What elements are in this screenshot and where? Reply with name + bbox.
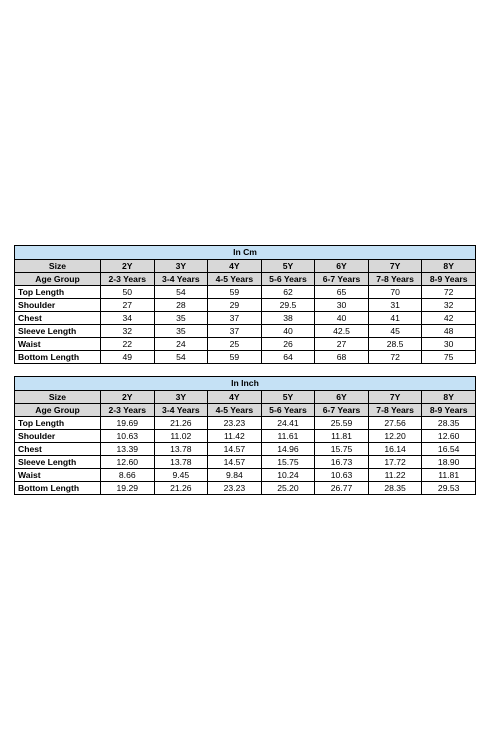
table-cell: 13.78	[154, 456, 208, 469]
table-cell: 11.81	[422, 469, 476, 482]
table-cell: 22	[101, 338, 155, 351]
size-label: Size	[15, 391, 101, 404]
table-cell: 68	[315, 351, 369, 364]
table-row	[15, 299, 476, 312]
age-group-cell: 5-6 Years	[261, 273, 315, 286]
table-cell: 12.20	[368, 430, 422, 443]
table-cell: 18.90	[422, 456, 476, 469]
measurement-label: Waist	[15, 338, 101, 351]
table-cell: 49	[101, 351, 155, 364]
age-group-cell: 5-6 Years	[261, 404, 315, 417]
table-cell: 27	[101, 299, 155, 312]
measurement-label: Top Length	[15, 286, 101, 299]
measurement-label: Shoulder	[15, 430, 101, 443]
table-cell: 37	[208, 325, 262, 338]
table-cell: 9.84	[208, 469, 262, 482]
table-row	[15, 325, 476, 338]
size-header-row	[15, 260, 476, 273]
table-cell: 30	[315, 299, 369, 312]
table-cell: 23.23	[208, 417, 262, 430]
table-cell: 72	[422, 286, 476, 299]
table-cell: 10.63	[101, 430, 155, 443]
table-cell: 59	[208, 351, 262, 364]
table-cell: 72	[368, 351, 422, 364]
table-cell: 64	[261, 351, 315, 364]
measurement-label: Sleeve Length	[15, 456, 101, 469]
table-cell: 21.26	[154, 482, 208, 495]
age-group-row	[15, 404, 476, 417]
table-cell: 38	[261, 312, 315, 325]
age-group-cell: 2-3 Years	[101, 273, 155, 286]
table-cell: 70	[368, 286, 422, 299]
table-cell: 26.77	[315, 482, 369, 495]
table-cell: 40	[315, 312, 369, 325]
size-header-cell: 3Y	[154, 391, 208, 404]
table-cell: 29.53	[422, 482, 476, 495]
age-group-label: Age Group	[15, 273, 101, 286]
table-cell: 14.57	[208, 456, 262, 469]
measurement-label: Chest	[15, 312, 101, 325]
table-cell: 11.81	[315, 430, 369, 443]
table-cell: 42.5	[315, 325, 369, 338]
size-label: Size	[15, 260, 101, 273]
table-cell: 19.29	[101, 482, 155, 495]
size-header-row	[15, 391, 476, 404]
size-header-cell: 3Y	[154, 260, 208, 273]
table-row	[15, 482, 476, 495]
table-cell: 30	[422, 338, 476, 351]
table-cell: 25.20	[261, 482, 315, 495]
table-cell: 17.72	[368, 456, 422, 469]
table-cell: 41	[368, 312, 422, 325]
table-cell: 42	[422, 312, 476, 325]
size-header-cell: 4Y	[208, 391, 262, 404]
age-group-cell: 4-5 Years	[208, 273, 262, 286]
age-group-cell: 7-8 Years	[368, 273, 422, 286]
table-cell: 16.73	[315, 456, 369, 469]
table-cell: 35	[154, 325, 208, 338]
age-group-cell: 7-8 Years	[368, 404, 422, 417]
table-cell: 32	[101, 325, 155, 338]
age-group-cell: 3-4 Years	[154, 404, 208, 417]
size-header-cell: 5Y	[261, 260, 315, 273]
table-cell: 26	[261, 338, 315, 351]
table-cell: 28.5	[368, 338, 422, 351]
table-cell: 34	[101, 312, 155, 325]
table-row	[15, 430, 476, 443]
table-cell: 23.23	[208, 482, 262, 495]
table-cell: 21.26	[154, 417, 208, 430]
measurement-label: Top Length	[15, 417, 101, 430]
size-header-cell: 5Y	[261, 391, 315, 404]
table-cell: 75	[422, 351, 476, 364]
table-cell: 13.78	[154, 443, 208, 456]
table-cell: 28	[154, 299, 208, 312]
size-header-cell: 4Y	[208, 260, 262, 273]
table-cell: 24.41	[261, 417, 315, 430]
table-row	[15, 338, 476, 351]
table-cell: 25.59	[315, 417, 369, 430]
age-group-cell: 8-9 Years	[422, 404, 476, 417]
size-chart-cm-table	[14, 245, 476, 364]
table-cell: 32	[422, 299, 476, 312]
table-cell: 65	[315, 286, 369, 299]
age-group-cell: 8-9 Years	[422, 273, 476, 286]
table-title: In Inch	[15, 377, 476, 391]
table-cell: 29	[208, 299, 262, 312]
table-cell: 59	[208, 286, 262, 299]
table-title: In Cm	[15, 246, 476, 260]
size-chart-inch-table	[14, 376, 476, 495]
table-row	[15, 443, 476, 456]
table-cell: 16.14	[368, 443, 422, 456]
age-group-label: Age Group	[15, 404, 101, 417]
table-cell: 54	[154, 286, 208, 299]
table-cell: 9.45	[154, 469, 208, 482]
table-cell: 10.63	[315, 469, 369, 482]
table-cell: 35	[154, 312, 208, 325]
table-row	[15, 456, 476, 469]
table-cell: 31	[368, 299, 422, 312]
size-header-cell: 8Y	[422, 260, 476, 273]
table-cell: 11.61	[261, 430, 315, 443]
table-row	[15, 286, 476, 299]
table-cell: 37	[208, 312, 262, 325]
table-cell: 11.22	[368, 469, 422, 482]
measurement-label: Waist	[15, 469, 101, 482]
table-cell: 25	[208, 338, 262, 351]
table-cell: 28.35	[368, 482, 422, 495]
table-cell: 12.60	[101, 456, 155, 469]
table-cell: 54	[154, 351, 208, 364]
table-row	[15, 312, 476, 325]
age-group-cell: 4-5 Years	[208, 404, 262, 417]
table-cell: 19.69	[101, 417, 155, 430]
table-cell: 27	[315, 338, 369, 351]
table-cell: 14.57	[208, 443, 262, 456]
table-cell: 14.96	[261, 443, 315, 456]
table-cell: 28.35	[422, 417, 476, 430]
table-cell: 27.56	[368, 417, 422, 430]
table-cell: 15.75	[261, 456, 315, 469]
table-cell: 11.42	[208, 430, 262, 443]
measurement-label: Bottom Length	[15, 482, 101, 495]
size-header-cell: 2Y	[101, 260, 155, 273]
age-group-cell: 6-7 Years	[315, 273, 369, 286]
table-title-row	[15, 246, 476, 260]
age-group-cell: 6-7 Years	[315, 404, 369, 417]
size-header-cell: 7Y	[368, 391, 422, 404]
size-header-cell: 8Y	[422, 391, 476, 404]
table-cell: 13.39	[101, 443, 155, 456]
table-cell: 24	[154, 338, 208, 351]
table-row	[15, 351, 476, 364]
table-cell: 29.5	[261, 299, 315, 312]
table-cell: 16.54	[422, 443, 476, 456]
table-cell: 45	[368, 325, 422, 338]
table-cell: 11.02	[154, 430, 208, 443]
size-header-cell: 2Y	[101, 391, 155, 404]
table-cell: 62	[261, 286, 315, 299]
measurement-label: Bottom Length	[15, 351, 101, 364]
table-cell: 12.60	[422, 430, 476, 443]
table-cell: 40	[261, 325, 315, 338]
age-group-cell: 2-3 Years	[101, 404, 155, 417]
table-cell: 15.75	[315, 443, 369, 456]
size-header-cell: 7Y	[368, 260, 422, 273]
size-header-cell: 6Y	[315, 260, 369, 273]
table-cell: 48	[422, 325, 476, 338]
age-group-row	[15, 273, 476, 286]
table-row	[15, 417, 476, 430]
age-group-cell: 3-4 Years	[154, 273, 208, 286]
size-header-cell: 6Y	[315, 391, 369, 404]
table-row	[15, 469, 476, 482]
table-cell: 10.24	[261, 469, 315, 482]
measurement-label: Sleeve Length	[15, 325, 101, 338]
table-cell: 8.66	[101, 469, 155, 482]
measurement-label: Chest	[15, 443, 101, 456]
table-cell: 50	[101, 286, 155, 299]
table-title-row	[15, 377, 476, 391]
measurement-label: Shoulder	[15, 299, 101, 312]
